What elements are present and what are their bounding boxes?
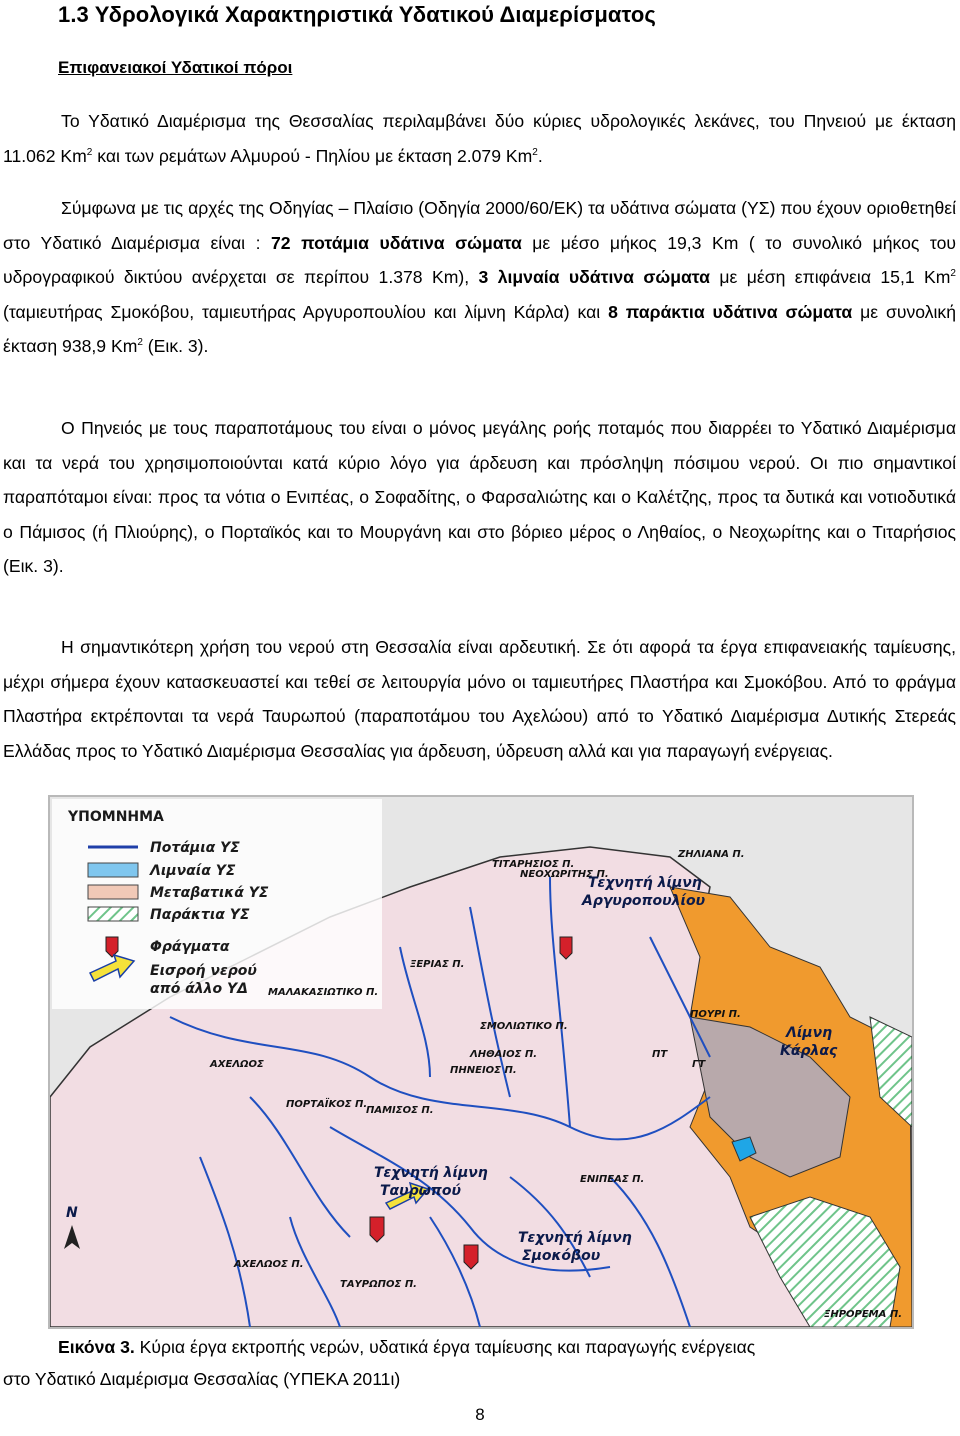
- river-label: ΓΤ: [692, 1059, 706, 1070]
- subsection-title: Επιφανειακοί Υδατικοί πόροι: [58, 58, 293, 77]
- coastal-swatch-icon: [88, 907, 138, 921]
- legend-label-dams: Φράγματα: [150, 939, 230, 955]
- river-label: ΠΟΥΡΙ Π.: [690, 1009, 741, 1020]
- figure-caption: Εικόνα 3. Κύρια έργα εκτροπής νερών, υδατικά έργα ταμίευσης και παραγωγής ενέργειας στο Υδατικό Διαμέρισμα Θεσσαλίας (ΥΠΕΚΑ 2011ι): [3, 1337, 756, 1389]
- legend-label-lakes: Λιμναία ΥΣ: [150, 863, 236, 879]
- lake-label: Κάρλας: [780, 1043, 838, 1059]
- river-label: ΠΟΡΤΑΪΚΟΣ Π.: [286, 1099, 368, 1110]
- river-label: ΑΧΕΛΩΟΣ Π.: [234, 1259, 304, 1270]
- lake-label: Αργυροπουλίου: [582, 893, 706, 909]
- legend-label-inflow-2: από άλλο ΥΔ: [150, 981, 248, 997]
- legend-label-coastal: Παράκτια ΥΣ: [150, 907, 250, 923]
- paragraph-basins: Το Υδατικό Διαμέρισμα της Θεσσαλίας περιλαμβάνει δύο κύριες υδρολογικές λεκάνες, του Πηνειού με έκταση 11.062 Km$^2$ και των ρεμάτων Αλμυρού - Πηλίου με έκταση 2.079 Km$^2$.: [3, 111, 956, 166]
- river-label: ΞΕΡΙΑΣ Π.: [410, 959, 465, 970]
- lake-label: Ταυρωπού: [380, 1183, 461, 1199]
- legend-label-rivers: Ποτάμια ΥΣ: [150, 840, 240, 856]
- river-label: ΑΧΕΛΩΟΣ: [210, 1059, 264, 1070]
- north-label: N: [66, 1205, 78, 1221]
- river-label: ΛΗΘΑΙΟΣ Π.: [470, 1049, 538, 1060]
- legend-title: ΥΠΟΜΝΗΜΑ: [68, 809, 164, 825]
- paragraph-water-bodies: Σύμφωνα με τις αρχές της Οδηγίας – Πλαίσιο (Οδηγία 2000/60/ΕΚ) τα υδάτινα σώματα (ΥΣ) που έχουν οριοθετηθεί στο Υδατικό Διαμέρισμα είναι : 72 ποτάμια υδάτινα σώματα με μέσο μήκος 19,3 Km ( το συνολικό μήκος του υδρογραφικού δικτύου ανέρχεται σε περίπου 1.378 Km), 3 λιμναία υδάτινα σώματα με μέση επιφάνεια 15,1 Km$^2$ (ταμιευτήρας Σμοκόβου, ταμιευτήρας Αργυροπουλίου και λίμνη Κάρλα) και 8 παράκτια υδάτινα σώματα με συνολική έκταση 938,9 Km$^2$ (Εικ. 3).: [3, 198, 957, 356]
- river-label: ΕΝΙΠΕΑΣ Π.: [580, 1174, 645, 1185]
- map-legend: [52, 799, 382, 1009]
- caption-label: Εικόνα 3.: [58, 1337, 135, 1357]
- paragraph-water-use: Η σημαντικότερη χρήση του νερού στη Θεσσαλία είναι αρδευτική. Σε ότι αφορά τα έργα επιφανειακής ταμίευσης, μέχρι σήμερα έχουν κατασκευαστεί και τεθεί σε λειτουργία μόνο οι ταμιευτήρες Πλαστήρα και Σμοκόβου. Από το φράγμα Πλαστήρα εκτρέπονται τα νερά Ταυρωπού (παραποτάμου του Αχελώου) από το Υδατικό Διαμέρισμα Δυτικής Στερεάς Ελλάδας προς το Υδατικό Διαμέρισμα Θεσσαλίας για άρδευση, ύδρευση αλλά και για παραγωγή ενέργειας.: [3, 637, 956, 761]
- page-number: 8: [475, 1405, 485, 1424]
- lake-label: Λίμνη: [786, 1025, 833, 1041]
- river-label: ΝΕΟΧΩΡΙΤΗΣ Π.: [520, 869, 609, 880]
- section-title: 1.3 Υδρολογικά Χαρακτηριστικά Υδατικού Διαμερίσματος: [58, 2, 656, 27]
- river-label: ΠΤ: [652, 1049, 668, 1060]
- hydrology-map: [48, 795, 914, 1329]
- river-label: ΠΑΜΙΣΟΣ Π.: [366, 1105, 434, 1116]
- river-label: ΖΗΛΙΑΝΑ Π.: [678, 849, 745, 860]
- map-graphic: [50, 797, 912, 1327]
- river-label: ΜΑΛΑΚΑΣΙΩΤΙΚΟ Π.: [268, 987, 379, 998]
- lake-swatch-icon: [88, 863, 138, 877]
- river-label: ΤΙΤΑΡΗΣΙΟΣ Π.: [492, 859, 575, 870]
- river-label: ΤΑΥΡΩΠΟΣ Π.: [340, 1279, 417, 1290]
- lake-label: Σμοκόβου: [522, 1248, 601, 1264]
- lake-label: Τεχνητή λίμνη: [588, 875, 702, 891]
- transitional-swatch-icon: [88, 885, 138, 899]
- legend-label-transitional: Μεταβατικά ΥΣ: [150, 885, 269, 901]
- river-label: ΞΗΡΟΡΕΜΑ Π.: [824, 1309, 903, 1320]
- paragraph-pineios: Ο Πηνειός με τους παραποτάμους του είναι ο μόνος μεγάλης ροής ποταμός που διαρρέει το Υδατικό Διαμέρισμα και τα νερά του χρησιμοποιούνται κατά κύριο λόγο για άρδευση και πρόσληψη πόσιμου νερού. Οι πιο σημαντικοί παραπόταμοι είναι: προς τα νότια ο Ενιπέας, ο Σοφαδίτης, ο Φαρσαλιώτης και ο Καλέτζης, προς τα δυτικά και νοτιοδυτικά ο Πάμισος (ή Πλιούρης), ο Πορταϊκός και το Μουργάνη και στο βόριεο μέρος ο Ληθαίος, ο Νεοχωρίτης και ο Τιταρήσιος (Εικ. 3).: [3, 418, 956, 576]
- lake-label: Τεχνητή λίμνη: [374, 1165, 488, 1181]
- river-label: ΠΗΝΕΙΟΣ Π.: [450, 1065, 517, 1076]
- lake-label: Τεχνητή λίμνη: [518, 1230, 632, 1246]
- legend-label-inflow: Εισροή νερού: [150, 963, 257, 979]
- river-label: ΣΜΟΛΙΩΤΙΚΟ Π.: [480, 1021, 568, 1032]
